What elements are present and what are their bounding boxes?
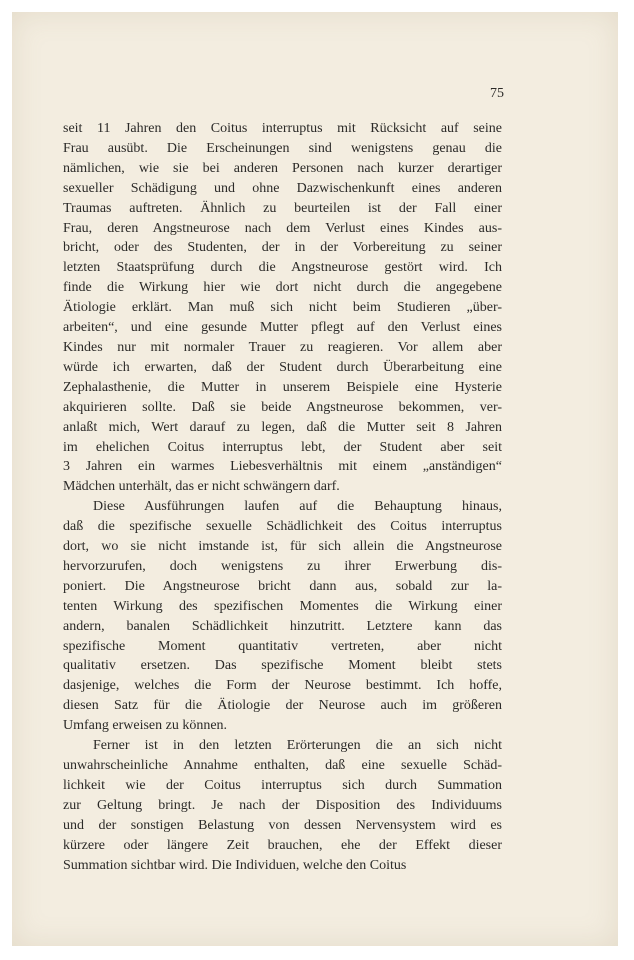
text-line: akquirieren sollte. Daß sie beide Angstneurose bekommen, ver-	[63, 399, 502, 415]
text-line: spezifische Moment quantitativ vertreten, aber nicht	[63, 638, 502, 654]
text-line: Ätiologie erklärt. Man muß sich nicht beim Studieren „über-	[63, 300, 502, 316]
paragraph	[63, 736, 502, 875]
paragraph	[63, 119, 502, 497]
text-line: würde ich erwarten, daß der Student durch Überarbeitung eine	[63, 359, 502, 375]
text-line: Zephalasthenie, die Mutter in unserem Beispiele eine Hysterie	[63, 379, 502, 395]
text-line: 3 Jahren ein warmes Liebesverhältnis mit einem „anständigen“	[63, 459, 502, 475]
text-line: sexueller Schädigung und ohne Dazwischenkunft eines anderen	[63, 180, 502, 196]
body-text	[63, 119, 502, 875]
text-line: bricht, oder des Studenten, der in der Vorbereitung zu seiner	[63, 240, 502, 256]
text-line: andern, banalen Schädlichkeit hinzutritt. Letztere kann das	[63, 618, 502, 634]
text-line: seit 11 Jahren den Coitus interruptus mit Rücksicht auf seine	[63, 121, 502, 136]
text-line: letzten Staatsprüfung durch die Angstneurose gestört wird. Ich	[63, 260, 502, 276]
text-line: tenten Wirkung des spezifischen Momentes die Wirkung einer	[63, 598, 502, 614]
text-line: anlaßt mich, Wert darauf zu legen, daß die Mutter seit 8 Jahren	[63, 419, 502, 435]
text-line: arbeiten“, und eine gesunde Mutter pflegt auf den Verlust eines	[63, 320, 502, 336]
text-line: dort, wo sie nicht imstande ist, für sich allein die Angstneurose	[63, 539, 502, 555]
text-line: und der sonstigen Belastung von dessen Nervensystem wird es	[63, 817, 502, 833]
text-line: dasjenige, welches die Form der Neurose bestimmt. Ich hoffe,	[63, 678, 502, 694]
text-line: lichkeit wie der Coitus interruptus sich durch Summation	[63, 777, 502, 793]
text-line: daß die spezifische sexuelle Schädlichkeit des Coitus interruptus	[63, 519, 502, 535]
text-line: qualitativ ersetzen. Das spezifische Moment bleibt stets	[63, 658, 502, 674]
text-line: Kindes nur mit normaler Trauer zu reagieren. Vor allem aber	[63, 339, 502, 355]
text-line: Ferner ist in den letzten Erörterungen die an sich nicht	[93, 738, 502, 754]
text-line: unwahrscheinliche Annahme enthalten, daß eine sexuelle Schäd-	[63, 758, 502, 773]
text-line: Diese Ausführungen laufen auf die Behauptung hinaus,	[93, 499, 502, 515]
text-line: Frau ausübt. Die Erscheinungen sind wenigstens genau die	[63, 140, 502, 156]
text-line: im ehelichen Coitus interruptus lebt, der Student aber seit	[63, 439, 502, 455]
paragraph	[63, 497, 502, 736]
text-line: zur Geltung bringt. Je nach der Disposition des Individuums	[63, 797, 502, 813]
text-line: nämlichen, wie sie bei anderen Personen nach kurzer derartiger	[63, 160, 502, 176]
text-line: hervorzurufen, doch wenigstens zu ihrer Erwerbung dis-	[63, 558, 502, 574]
text-line: finde die Wirkung hier wie dort nicht durch die angegebene	[63, 280, 502, 296]
text-line: kürzere oder längere Zeit brauchen, ehe der Effekt dieser	[63, 837, 502, 853]
text-line: diesen Satz für die Ätiologie der Neurose auch im größeren	[63, 698, 502, 714]
text-line: Traumas auftreten. Ähnlich zu beurteilen ist der Fall einer	[63, 200, 502, 216]
page-number: 75	[490, 86, 504, 101]
text-line: Frau, deren Angstneurose nach dem Verlust eines Kindes aus-	[63, 220, 502, 236]
text-line: Summation sichtbar wird. Die Individuen, welche den Coitus	[63, 857, 407, 873]
text-line: Mädchen unterhält, das er nicht schwängern darf.	[63, 479, 340, 495]
book-page	[12, 12, 618, 946]
text-line: Umfang erweisen zu können.	[63, 718, 228, 734]
text-line: poniert. Die Angstneurose bricht dann aus, sobald zur la-	[63, 578, 502, 594]
